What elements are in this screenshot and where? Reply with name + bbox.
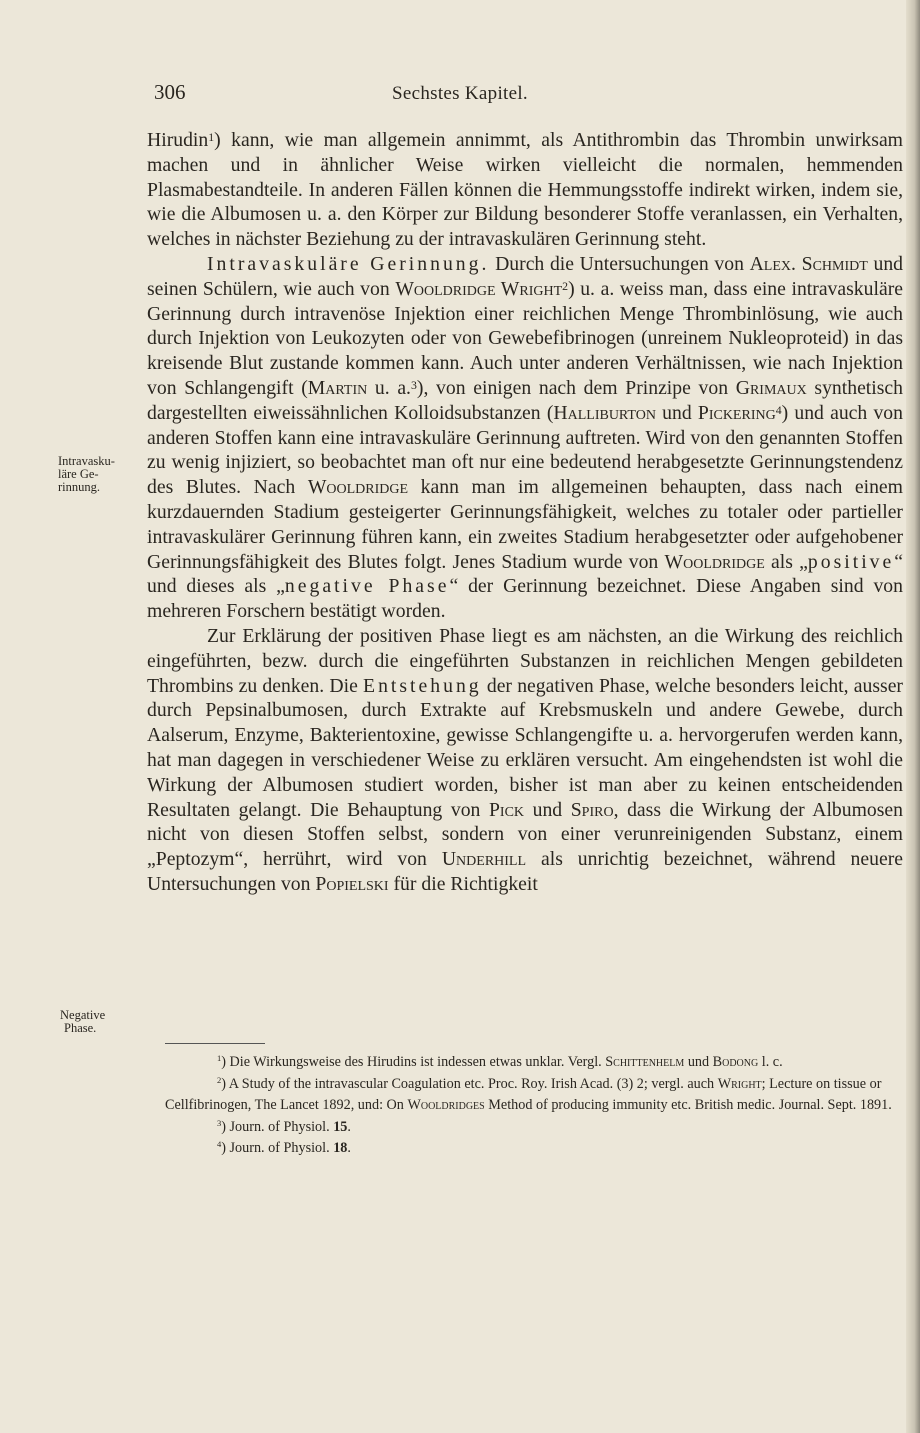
margin-note-line: läre Ge- [58,467,99,481]
margin-note-line: Negative [60,1008,106,1022]
paragraph-positive-negative-phase: Zur Erklärung der positiven Phase liegt es am nächsten, an die Wirkung des reichlich eingeführten, bezw. durch die eingeführten Substanzen in reichlichen Mengen gebildeten Thrombins zu denken. Die Entstehung der negativen Phase, welche besonders leicht, ausser durch Pepsinalbumosen, durch Extrakte auf Krebsmuskeln und andere Gewebe, durch Aalserum, Enzyme, Bakterientoxine, gewisse Schlangengifte u. a. hervorgerufen werden kann, hat man dagegen in verschiedener Weise zu erklären versucht. Am eingehendsten ist wohl die Wirkung der Albumosen studiert worden, bisher ist man aber zu keinen entscheidenden Resultaten gelangt. Die Behauptung von Pick und Spiro, dass die Wirkung der Albumosen nicht von diesen Stoffen selbst, sondern von einer verunreinigenden Substanz, einem „Peptozym“, herrührt, wird von Underhill als unrichtig bezeichnet, während neuere Untersuchungen von Popielski für die Richtigkeit [147,624,904,895]
body-text [147,128,903,897]
margin-note-negative-phase [60,1009,105,1035]
section-heading: Intravaskuläre Gerinnung. [207,252,490,275]
running-head: Sechstes Kapitel. [392,83,528,104]
footnote-4: $^4$) Journ. of Physiol. 18. [217,1139,351,1156]
footnotes [165,1052,905,1160]
footnote-2: $^2$) A Study of the intravascular Coagulation etc. Proc. Roy. Irish Acad. (3) 2; vergl. auch Wright; Lecture on tissue or Cellfibrinogen, The Lancet 1892, und: On Wooldridges Method of producing immunity etc. British medic. Journal. Sept. 1891. [165,1074,892,1113]
footnote-1: $^1$) Die Wirkungsweise des Hirudins ist indessen etwas unklar. Vergl. Schittenhelm und Bodong l. c. [217,1053,783,1070]
margin-note-line: Intravasku- [58,454,115,468]
paragraph-intravascular-coagulation: Intravaskuläre Gerinnung. Durch die Untersuchungen von Alex. Schmidt und seinen Schülern, wie auch von Wooldridge Wright$^2$) u. a. weiss man, dass eine intravaskuläre Gerinnung durch intravenöse Injektion einer reichlichen Menge Thrombinlösung, wie auch durch Injektion von Leukozyten oder von Gewebefibrinogen (unreinem Nukleoproteid) in das kreisende Blut zustande kommen kann. Auch unter anderen Verhältnissen, wie nach Injektion von Schlangengift (Martin u. a.$^3$), von einigen nach dem Prinzipe von Grimaux synthetisch dargestellten eiweissähnlichen Kolloidsubstanzen (Halliburton und Pickering$^4$) und auch von anderen Stoffen kann eine intravaskuläre Gerinnung auftreten. Wird von den genannten Stoffen zu wenig injiziert, so beobachtet man oft nur eine bedeutend herabgesetzte Gerinnungstendenz des Blutes. Nach Wooldridge kann man im allgemeinen behaupten, dass nach einem kurzdauernden Stadium gesteigerter Gerinnungsfähigkeit, welches zu totaler oder partieller intravaskulärer Gerinnung führen kann, ein zweites Stadium herabgesetzter oder aufgehobener Gerinnungsfähigkeit des Blutes folgt. Jenes Stadium wurde von Wooldridge als „positive“ und dieses als „negative Phase“ der Gerinnung bezeichnet. Diese Angaben sind von mehreren Forschern bestätigt worden. [147,252,904,623]
footnote-3: $^3$) Journ. of Physiol. 15. [217,1117,351,1135]
page-edge [906,0,920,1433]
margin-note-intravascular [58,455,115,494]
margin-note-line: rinnung. [58,480,101,494]
margin-note-line: Phase. [64,1021,97,1035]
paragraph-hirudin: Hirudin$^1$) kann, wie man allgemein annimmt, als Antithrombin das Thrombin unwirksam machen und in ähnlicher Weise wirken vielleicht die normalen, hemmenden Plasmabestandteile. In anderen Fällen können die Hemmungsstoffe indirekt wirken, indem sie, wie die Albumosen u. a. den Körper zur Bildung besonderer Stoffe veranlassen, ein Verhalten, welches in nächster Beziehung zu der intravaskulären Gerinnung steht. [147,129,903,251]
footnote-rule [165,1043,265,1044]
page-number: 306 [154,80,186,104]
